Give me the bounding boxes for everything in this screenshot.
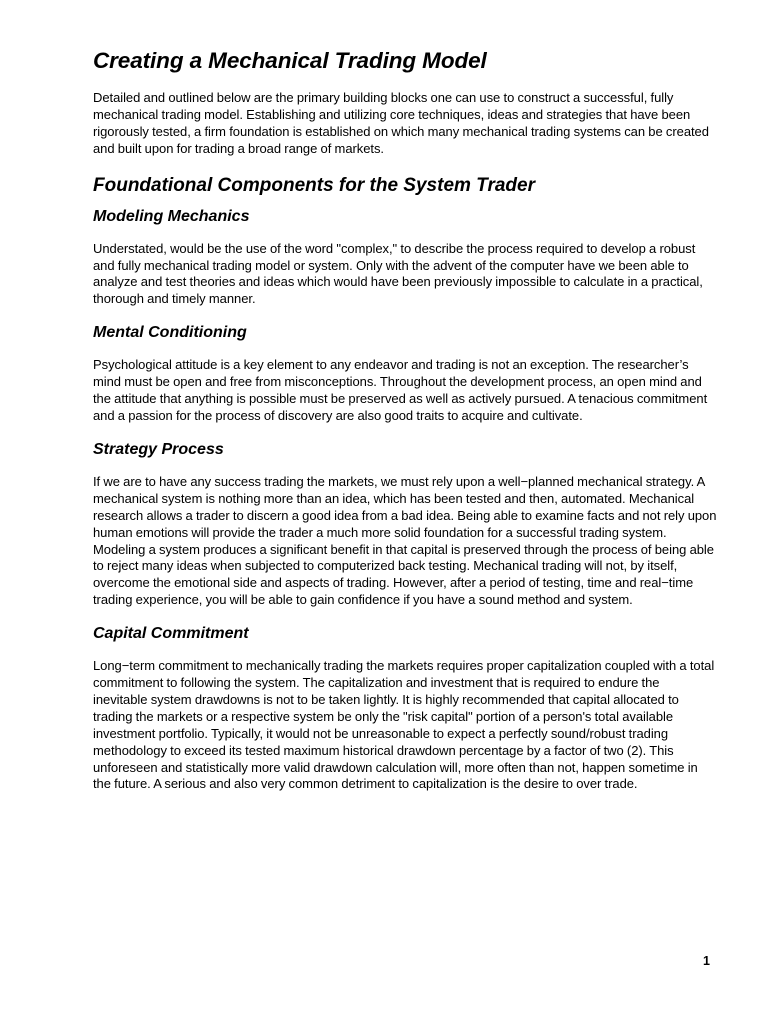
- subsection-body: If we are to have any success trading the markets, we must rely upon a well−planned mechanical strategy. A mechanical system is nothing more than an idea, which has been tested and then, automated. Mechanical research allows a trader to discern a good idea from a bad idea. Being able to examine facts and not rely upon human emotions will provide the trader a much more solid foundation for a successful trading system. Modeling a system produces a significant benefit in that capital is preserved through the process of being able to reject many ideas when subjected to computerized back testing. Mechanical trading will not, by itself, overcome the emotional side and aspects of trading. However, after a period of testing, time and real−time trading experience, you will be able to gain confidence if you have a sound method and system.: [93, 473, 717, 608]
- page-number: 1: [703, 954, 710, 968]
- subsection-heading: Capital Commitment: [93, 625, 249, 643]
- subsection-body: Understated, would be the use of the word "complex," to describe the process required to develop a robust and fully mechanical trading model or system. Only with the advent of the computer have we been able to analyze and test theories and ideas which would have been previously impossible to calculate in a practical, thorough and timely manner.: [93, 240, 703, 307]
- section-title: Foundational Components for the System Trader: [93, 174, 535, 196]
- intro-paragraph: Detailed and outlined below are the primary building blocks one can use to construct a successful, fully mechanical trading model. Establishing and utilizing core techniques, ideas and strategies that have been rigorously tested, a firm foundation is established on which many mechanical trading systems can be created and built upon for trading a broad range of markets.: [93, 90, 709, 156]
- subsection-body: Psychological attitude is a key element to any endeavor and trading is not an exception. The researcher’s mind must be open and free from misconceptions. Throughout the development process, an open mind and the attitude that anything is possible must be preserved as well as actively pursued. A tenacious commitment and a passion for the process of discovery are also good traits to acquire and cultivate.: [93, 357, 708, 423]
- subsection-body: Long−term commitment to mechanically trading the markets requires proper capitalization coupled with a total commitment to following the system. The capitalization and investment that is required to endure the inevitable system drawdowns is not to be taken lightly. It is highly recommended that capital allocated to trading the markets or a respective system be only the "risk capital" portion of a person's total available investment portfolio. Typically, it would not be unreasonable to expect a perfectly sound/robust trading methodology to exceed its tested maximum historical drawdown percentage by a factor of two (2). This unforeseen and statistically more valid drawdown calculation will, more often than not, happen sometime in the future. A serious and also very common detriment to capitalization is the desire to over trade.: [93, 658, 715, 792]
- document-page: [93, 46, 717, 808]
- document-title: Creating a Mechanical Trading Model: [93, 48, 487, 73]
- subsection-heading: Mental Conditioning: [93, 324, 247, 342]
- subsection-modeling-mechanics: [93, 207, 717, 309]
- subsection-mental-conditioning: [93, 323, 717, 425]
- subsection-strategy-process: [93, 440, 717, 609]
- subsection-heading: Strategy Process: [93, 440, 224, 458]
- subsection-heading: Modeling Mechanics: [93, 207, 250, 225]
- subsection-capital-commitment: [93, 624, 717, 793]
